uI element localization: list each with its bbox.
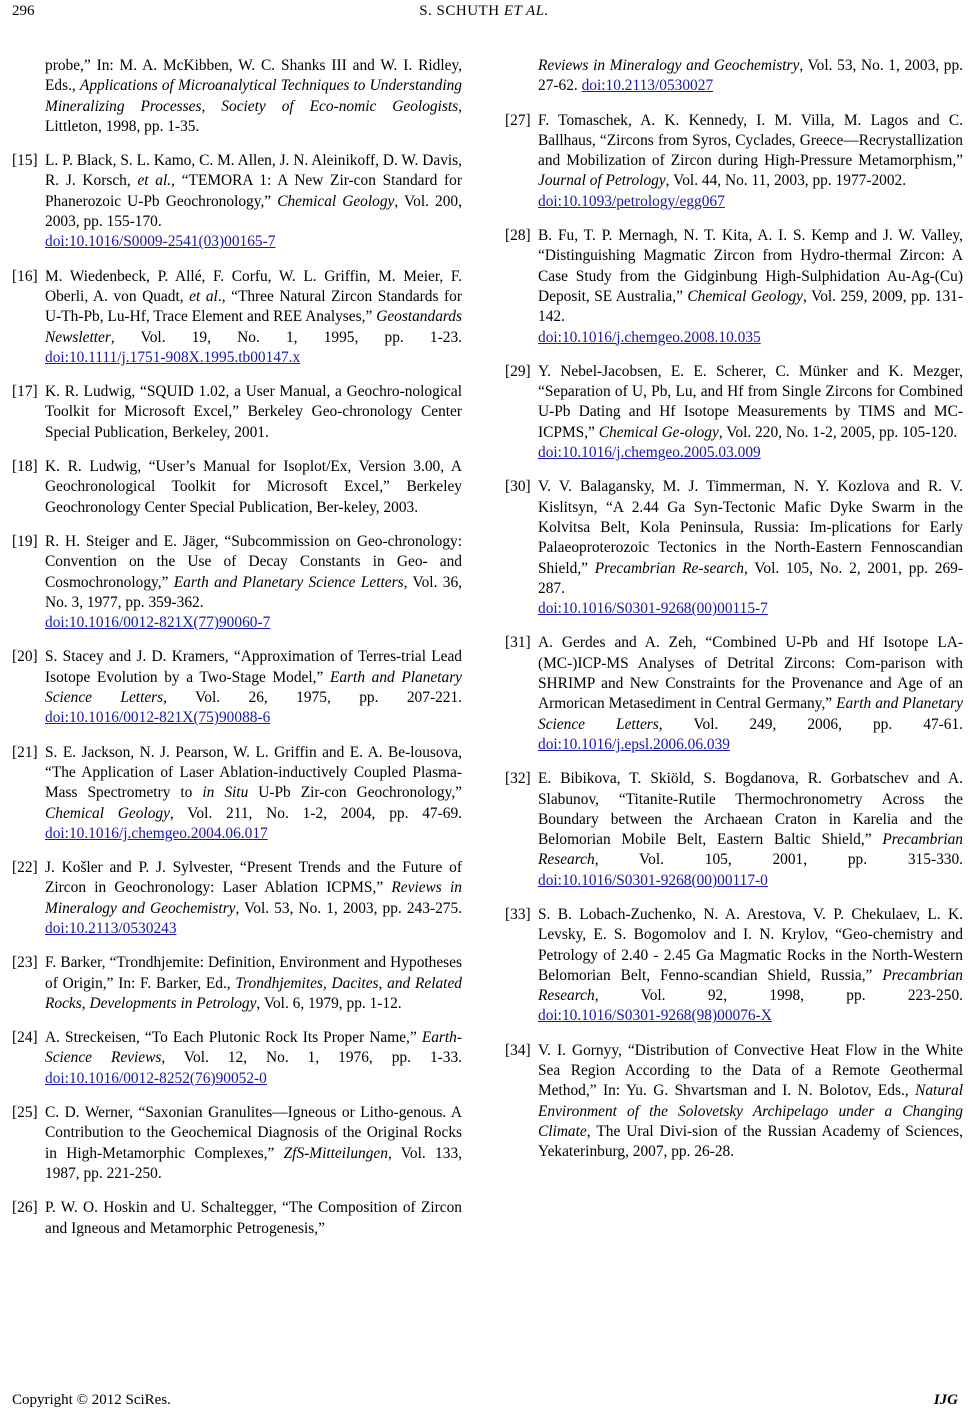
page-footer xyxy=(0,1392,968,1414)
reference-30: [30] V. V. Balagansky, M. J. Timmerman, N. Y. Kozlova and R. V. Kislitsyn, “A 2.44 Ga Syn-Tectonic Mafic Dyke Swarm in the Kolvitsa Belt, Kola Peninsula, Russia: Im-plications for Early Palaeoproterozoic Tectonics in the North-Eastern Fennoscandian Shield,” Precambrian Re-search, Vol. 105, No. 2, 2001, pp. 269-287. doi:10.1016/S0301-9268(00)00115-7 xyxy=(505,478,963,618)
doi-link[interactable]: doi:10.1093/petrology/egg067 xyxy=(538,192,725,210)
reference-17: [17] K. R. Ludwig, “SQUID 1.02, a User Manual, a Geochro-nological Toolkit for Microsoft Excel,” Berkeley Geo-chronology Center Special Publication, Berkeley, 2001. xyxy=(12,383,462,441)
reference-23: [23] F. Barker, “Trondhjemite: Definition, Environment and Hypotheses of Origin,” In: F. Barker, Ed., Trondhjemites, Dacites, and Related Rocks, Developments in Petrology, Vol. 6, 1979, pp. 1-12. xyxy=(12,954,462,1012)
doi-link[interactable]: doi:10.1016/S0009-2541(03)00165-7 xyxy=(45,233,276,251)
doi-link[interactable]: doi:10.1016/0012-821X(77)90060-7 xyxy=(45,614,271,632)
doi-link[interactable]: doi:10.1016/j.chemgeo.2005.03.009 xyxy=(538,444,761,462)
left-column xyxy=(12,56,462,1253)
reference-15: [15] L. P. Black, S. L. Kamo, C. M. Allen, J. N. Aleinikoff, D. W. Davis, R. J. Korsch, et al., “TEMORA 1: A New Zir-con Standard for Phanerozoic U-Pb Geochronology,” Chemical Geology, Vol. 200, 2003, pp. 155-170. doi:10.1016/S0009-2541(03)00165-7 xyxy=(12,152,463,251)
page-header xyxy=(0,0,968,30)
doi-link[interactable]: doi:10.1016/j.chemgeo.2008.10.035 xyxy=(538,328,761,346)
running-title xyxy=(0,3,968,20)
doi-link[interactable]: doi:10.1016/S0301-9268(98)00076-X xyxy=(538,1007,772,1025)
page-number: 296 xyxy=(12,3,35,19)
reference-16: [16] M. Wiedenbeck, P. Allé, F. Corfu, W. L. Griffin, M. Meier, F. Oberli, A. von Quadt, et al., “Three Natural Zircon Standards for U-Th-Pb, Lu-Hf, Trace Element and REE Analyses,” Geostandards Newsletter, Vol. 19, No. 1, 1995, pp. 1-23. doi:10.1111/j.1751-908X.1995.tb00147.x xyxy=(12,267,462,366)
doi-link[interactable]: doi:10.1016/j.epsl.2006.06.039 xyxy=(538,735,730,753)
reference-28: [28] B. Fu, T. P. Mernagh, N. T. Kita, A. I. S. Kemp and J. W. Valley, “Distinguishing Magmatic Zircon from Hydro-thermal Zircon: A Case Study from the Gidginbung High-Sulphidation Au-Ag-(Cu) Deposit, SE Australia,” Chemical Geology, Vol. 259, 2009, pp. 131-142. doi:10.1016/j.chemgeo.2008.10.035 xyxy=(505,227,963,346)
reference-24: [24] A. Streckeisen, “To Each Plutonic Rock Its Proper Name,” Earth-Science Reviews, Vol. 12, No. 1, 1976, pp. 1-33. doi:10.1016/0012-8252(76)90052-0 xyxy=(12,1029,462,1087)
reference-19: [19] R. H. Steiger and E. Jäger, “Subcommission on Geo-chronology: Convention on the Use of Decay Constants in Geo- and Cosmochronology,” Earth and Planetary Science Letters, Vol. 36, No. 3, 1977, pp. 359-362. doi:10.1016/0012-821X(77)90060-7 xyxy=(12,532,462,632)
right-column xyxy=(505,56,963,1177)
doi-link[interactable]: doi:10.1016/S0301-9268(00)00115-7 xyxy=(538,600,768,618)
running-title-et-al: ET AL. xyxy=(503,3,549,19)
doi-link[interactable]: doi:10.1016/S0301-9268(00)00117-0 xyxy=(538,871,768,889)
doi-link[interactable]: doi:10.1111/j.1751-908X.1995.tb00147.x xyxy=(45,348,301,366)
running-title-authors: S. SCHUTH xyxy=(419,3,500,19)
reference-continuation: Reviews in Mineralogy and Geochemistry, Vol. 53, No. 1, 2003, pp. 27-62. doi:10.2113/0530027 xyxy=(538,57,963,95)
reference-18: [18] K. R. Ludwig, “User’s Manual for Isoplot/Ex, Version 3.00, A Geochronological Toolkit for Microsoft Excel,” Berkeley Geochronology Center Special Publication, Ber-keley, 2003. xyxy=(12,458,462,516)
doi-link[interactable]: doi:10.1016/0012-821X(75)90088-6 xyxy=(45,709,271,727)
reference-26: [26] P. W. O. Hoskin and U. Schaltegger, “The Composition of Zircon and Igneous and Metamorphic Petrogenesis,” xyxy=(12,1199,462,1237)
doi-link[interactable]: doi:10.1016/j.chemgeo.2004.06.017 xyxy=(45,824,268,842)
reference-29: [29] Y. Nebel-Jacobsen, E. E. Scherer, C. Münker and K. Mezger, “Separation of U, Pb, Lu, and Hf from Single Zircons for Combined U-Pb Dating and Hf Isotope Measurements by TIMS and MC-ICPMS,” Chemical Ge-ology, Vol. 220, No. 1-2, 2005, pp. 105-120. doi:10.1016/j.chemgeo.2005.03.009 xyxy=(505,362,963,462)
copyright-notice: Copyright © 2012 SciRes. xyxy=(12,1392,171,1408)
reference-20: [20] S. Stacey and J. D. Kramers, “Approximation of Terres-trial Lead Isotope Evolution by a Two-Stage Model,” Earth and Planetary Science Letters, Vol. 26, 1975, pp. 207-221. doi:10.1016/0012-821X(75)90088-6 xyxy=(12,648,463,727)
reference-21: [21] S. E. Jackson, N. J. Pearson, W. L. Griffin and E. A. Be-lousova, “The Application of Laser Ablation-inductively Coupled Plasma-Mass Spectrometry to in Situ U-Pb Zir-con Geochronology,” Chemical Geology, Vol. 211, No. 1-2, 2004, pp. 47-69. doi:10.1016/j.chemgeo.2004.06.017 xyxy=(12,743,462,842)
reference-31: [31] A. Gerdes and A. Zeh, “Combined U-Pb and Hf Isotope LA-(MC-)ICP-MS Analyses of Detrital Zircons: Com-parison with SHRIMP and New Constraints for the Provenance and Age of an Armorican Metasediment in Central Germany,” Earth and Planetary Science Letters, Vol. 249, 2006, pp. 47-61. doi:10.1016/j.epsl.2006.06.039 xyxy=(505,634,964,753)
reference-32: [32] E. Bibikova, T. Skiöld, S. Bogdanova, R. Gorbatschev and A. Slabunov, “Titanite-Rutile Thermochronometry Across the Boundary between the Archaean Craton in Karelia and the Belomorian Mobile Belt, Eastern Baltic Shield,” Precambrian Research, Vol. 105, 2001, pp. 315-330. doi:10.1016/S0301-9268(00)00117-0 xyxy=(505,770,963,889)
doi-link[interactable]: doi:10.2113/0530243 xyxy=(45,919,177,937)
doi-link[interactable]: doi:10.2113/0530027 xyxy=(581,77,714,95)
reference-27: [27] F. Tomaschek, A. K. Kennedy, I. M. Villa, M. Lagos and C. Ballhaus, “Zircons from Syros, Cyclades, Greece—Recrystallization and Mobilization of Zircon during High-Pressure Metamorphism,” Journal of Petrology, Vol. 44, No. 11, 2003, pp. 1977-2002. doi:10.1093/petrology/egg067 xyxy=(505,111,963,210)
reference-25: [25] C. D. Werner, “Saxonian Granulites—Igneous or Litho-genous. A Contribution to the Geochemical Diagnosis of the Original Rocks in High-Metamorphic Complexes,” ZfS-Mitteilungen, Vol. 133, 1987, pp. 221-250. xyxy=(12,1104,462,1182)
reference-33: [33] S. B. Lobach-Zuchenko, N. A. Arestova, V. P. Chekulaev, L. K. Levsky, E. S. Bogomolov and I. N. Krylov, “Geo-chemistry and Petrology of 2.40 - 2.45 Ga Magmatic Rocks in the North-Western Belomorian Belt, Fenno-scandian Shield, Russia,” Precambrian Research, Vol. 92, 1998, pp. 223-250. doi:10.1016/S0301-9268(98)00076-X xyxy=(505,905,963,1025)
reference-continuation: probe,” In: M. A. McKibben, W. C. Shanks III and W. I. Ridley, Eds., Applications of Microanalytical Techniques to Understanding Mineralizing Processes, Society of Eco-nomic Geologists, Littleton, 1998, pp. 1-35. xyxy=(45,57,462,135)
doi-link[interactable]: doi:10.1016/0012-8252(76)90052-0 xyxy=(45,1069,267,1087)
journal-abbreviation: IJG xyxy=(933,1392,958,1408)
reference-34: [34] V. I. Gornyy, “Distribution of Convective Heat Flow in the White Sea Region According to the Data of a Remote Geothermal Method,” In: Yu. G. Shvartsman and I. N. Bolotov, Eds., Natural Environment of the Solovetsky Archipelago under a Changing Climate, The Ural Divi-sion of the Russian Academy of Sciences, Yekaterinburg, 2007, pp. 26-28. xyxy=(505,1041,963,1161)
reference-22: [22] J. Košler and P. J. Sylvester, “Present Trends and the Future of Zircon in Geochronology: Laser Ablation ICPMS,” Reviews in Mineralogy and Geochemistry, Vol. 53, No. 1, 2003, pp. 243-275. doi:10.2113/0530243 xyxy=(12,859,462,937)
